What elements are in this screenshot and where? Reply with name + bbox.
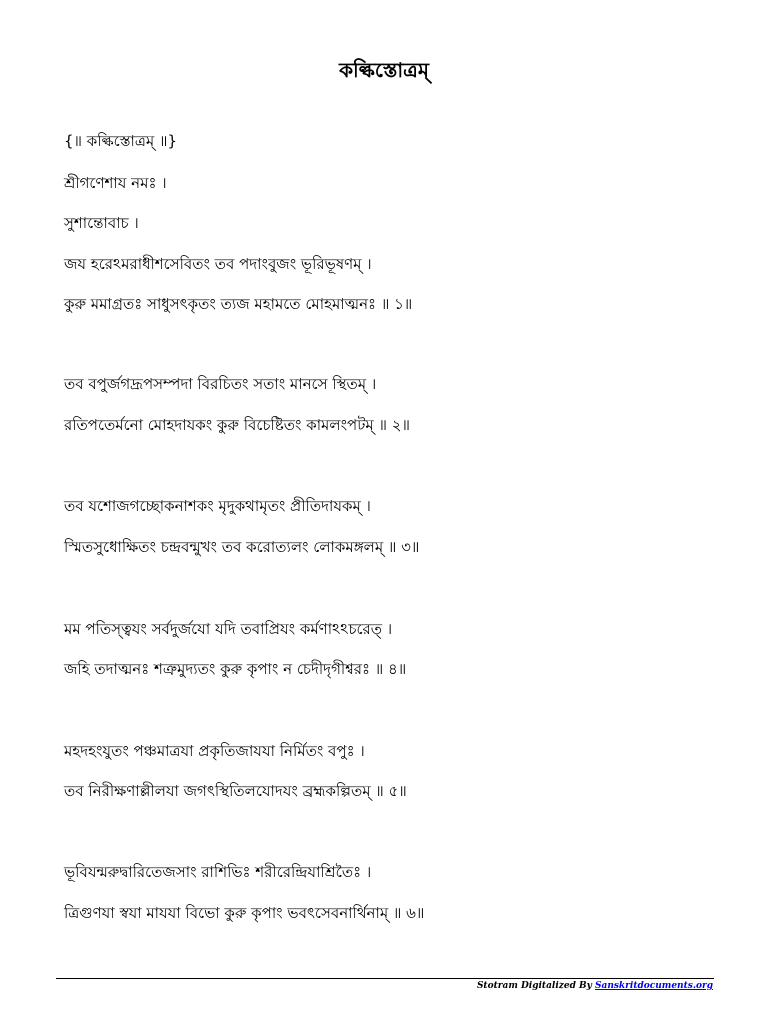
verse-4-line-1: মম পতিস্ত্বযং সর্বদুর্জযো যদি তবাপ্রিযং কর্মণাঽঽচরেত্ ।: [64, 620, 393, 638]
stotra-heading-line: {॥ কল্কিস্তোত্রম্ ॥}: [64, 132, 177, 150]
verse-5-line-2: তব নিরীক্ষণাল্লীলযা জগৎস্থিতিলযোদযং ব্রহ্মকল্পিতম্ ॥ ৫॥: [64, 782, 407, 800]
verse-2-line-2: রতিপতের্মনো মোহদাযকং কুরু বিচেষ্টিতং কামলংপটম্ ॥ ২॥: [64, 416, 410, 434]
page-title: কল্কিস্তোত্রম্: [339, 58, 429, 82]
verse-4-line-2: জহি তদাত্মনঃ শত্রুমুদ্যতং কুরু কৃপাং ন চেদীদৃগীশ্বরঃ ॥ ৪॥: [64, 660, 407, 678]
verse-5-line-1: মহদহংযুতং পঞ্চমাত্রযা প্রকৃতিজাযযা নির্মিতং বপুঃ ।: [64, 742, 365, 760]
footer-credit: [477, 980, 713, 992]
invocation-line: শ্রীগণেশায নমঃ ।: [64, 174, 167, 192]
verse-6-line-1: ভূবিযন্মরুদ্বারিতেজসাং রাশিভিঃ শরীরেন্দ্রিযাশ্রিতৈঃ ।: [64, 863, 372, 881]
verse-1-line-2: কুরু মমাগ্রতঃ সাধুসৎকৃতং ত্যজ মহামতে মোহমাত্মনঃ ॥ ১॥: [64, 295, 413, 313]
footer-divider: [56, 978, 714, 979]
sanskritdocuments-link[interactable]: Sanskritdocuments.org: [594, 981, 713, 991]
speaker-line: সুশান্তোবাচ ।: [64, 214, 139, 232]
verse-3-line-2: স্মিতসুধোক্ষিতং চন্দ্রবন্মুখং তব করোত্যলং লোকমঙ্গলম্ ॥ ৩॥: [64, 538, 420, 556]
verse-3-line-1: তব যশোজগচ্ছোকনাশকং মৃদুকথামৃতং প্রীতিদাযকম্ ।: [64, 497, 371, 515]
verse-6-line-2: ত্রিগুণযা স্বযা মাযযা বিভো কুরু কৃপাং ভবৎসেবনার্থিনাম্ ॥ ৬॥: [64, 904, 425, 922]
verse-2-line-1: তব বপুর্জগদ্রূপসম্পদা বিরচিতং সতাং মানসে স্থিতম্ ।: [64, 375, 377, 393]
verse-1-line-1: জয হরেঽমরাধীশসেবিতং তব পদাংবুজং ভূরিভূষণম্ ।: [64, 255, 372, 273]
footer-credit-prefix: Stotram Digitalized By: [476, 981, 595, 991]
